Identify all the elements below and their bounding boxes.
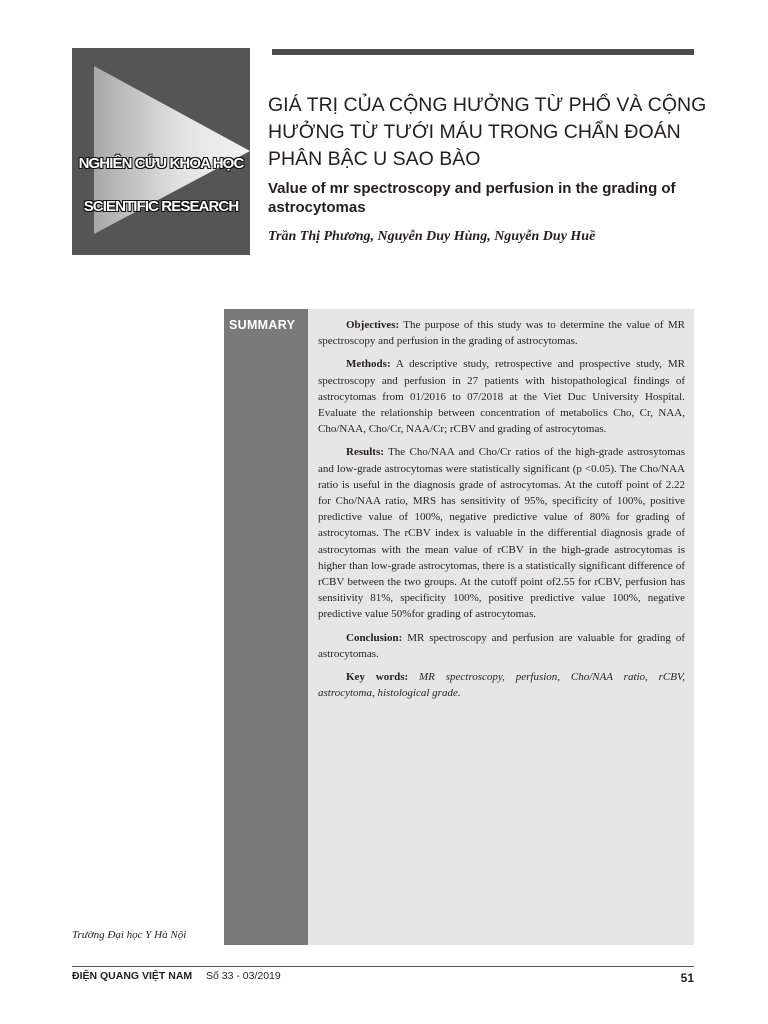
page-number: 51 [680, 971, 694, 985]
objectives-label: Objectives: [346, 319, 400, 331]
summary-panel [308, 309, 694, 945]
author-affiliation: Trường Đại học Y Hà Nội [72, 929, 187, 941]
objectives-paragraph [318, 317, 685, 349]
conclusion-paragraph [318, 630, 685, 662]
journal-issue: Số 33 - 03/2019 [206, 970, 281, 982]
article-title-en: Value of mr spectroscopy and perfusion in the grading of astrocytomas [268, 180, 676, 216]
methods-text: A descriptive study, retrospective and prospective study, MR spectroscopy and perfusion in 27 patients with histopathological findings of astrocytomas from 01/2016 to 07/2018 at the Viet Duc University Hospital. Evaluate the relationship between concentration of metabolics Cho, Cr, NAA, Cho/NAA, Cho/Cr, NAA/Cr; rCBV and grading of astrocytomas. [318, 358, 685, 436]
header-rule [272, 49, 694, 55]
summary-text [318, 317, 685, 708]
section-label-vi: NGHIÊN CỨU KHOA HỌC [78, 155, 244, 172]
methods-paragraph [318, 356, 685, 437]
results-paragraph [318, 444, 685, 622]
objectives-text: The purpose of this study was to determine the value of MR spectroscopy and perfusion in the grading of astrocytomas. [318, 319, 685, 348]
keywords-label: Key words: [346, 671, 409, 684]
summary-sidebar [224, 309, 308, 945]
summary-heading: SUMMARY [229, 318, 296, 332]
keywords-text: MR spectroscopy, perfusion, Cho/NAA ratio, rCBV, astrocytoma, histological grade. [318, 671, 686, 700]
section-label-en: SCIENTIFIC RESEARCH [83, 198, 239, 215]
journal-name: ĐIỆN QUANG VIỆT NAM [72, 970, 193, 982]
article-authors: Trần Thị Phương, Nguyễn Duy Hùng, Nguyễn Duy Huề [268, 229, 596, 244]
results-text: The Cho/NAA and Cho/Cr ratios of the high-grade astrosytomas and low-grade astrocytomas were statistically significant (p <0.05). The Cho/NAA ratio is useful in the diagnosis grade of astrocytomas. At the cutoff point of 2.22 for Cho/NAA ratio, MRS has sensitivity of 95%, specificity of 100%, positive predictive value of 100%, negative predictive value of 80% for grading of astrocytomas. The rCBV index is valuable in the differential diagnosis grade of astrocytomas with the mean value of rCBV in the high-grade astrocytomas is higher than low-grade astrocytomas, there is a statistically significant difference of rCBV between the two groups. At the cutoff point of2.55 for rCBV, perfusion has sensitivity 81%, specificity 100%, positive predictive value 100%, negative predictive value 50%for grading of astrocytomas. [318, 446, 685, 621]
article-title-vi: GIÁ TRỊ CỦA CỘNG HƯỞNG TỪ PHỔ VÀ CỘNG HƯỞNG TỪ TƯỚI MÁU TRONG CHẨN ĐOÁN PHÂN BẬC U SAO BÀO [268, 94, 707, 170]
footer-rule [72, 966, 694, 967]
section-badge [72, 48, 250, 255]
methods-label: Methods: [346, 358, 391, 371]
keywords-paragraph [318, 669, 685, 701]
conclusion-label: Conclusion: [346, 631, 403, 644]
section-arrow-graphic [72, 48, 250, 255]
results-label: Results: [346, 446, 384, 459]
conclusion-text: MR spectroscopy and perfusion are valuable for grading of astrocytomas. [318, 631, 685, 660]
